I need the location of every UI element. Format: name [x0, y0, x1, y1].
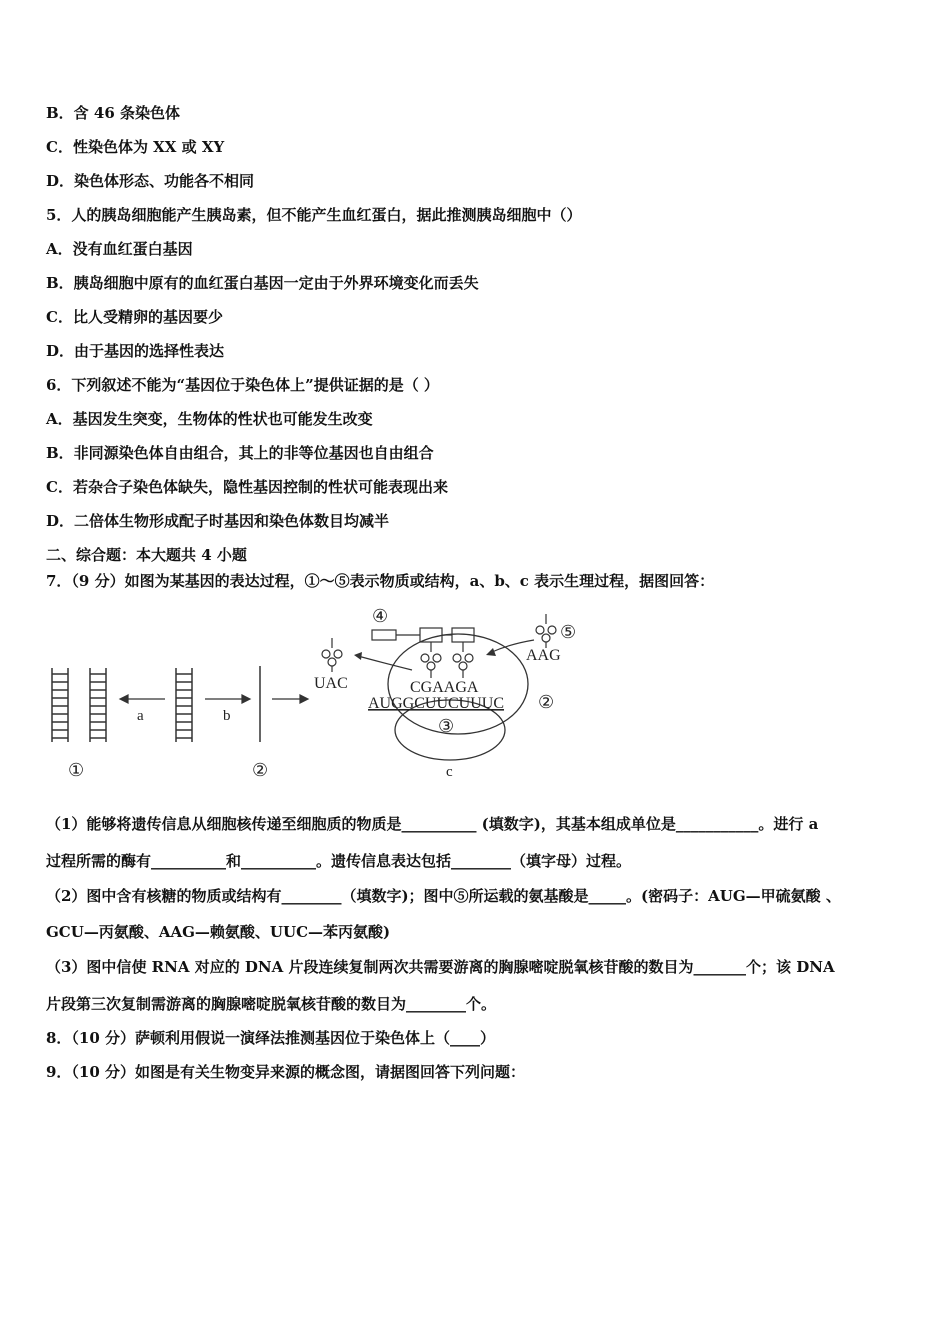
label-circ4: ④ — [372, 606, 389, 626]
label-circ2-left: ② — [252, 760, 269, 780]
anticodon-sequence: CGAAGA — [410, 679, 479, 696]
text-line: A．没有血红蛋白基因 — [46, 240, 193, 258]
text-line: 过程所需的酶有__________和__________。遗传信息表达包括________（填字母）过程。 — [46, 852, 632, 870]
gene-expression-figure — [40, 600, 600, 790]
text-line: D．二倍体生物形成配子时基因和染色体数目均减半 — [46, 512, 390, 530]
text-line: （3）图中信使 RNA 对应的 DNA 片段连续复制两次共需要游离的胸腺嘧啶脱氧核苷酸的数目为_______个；该 DNA — [46, 958, 835, 976]
text-line: B．非同源染色体自由组合，其上的非等位基因也自由组合 — [46, 444, 434, 462]
text-line: 片段第三次复制需游离的胸腺嘧啶脱氧核苷酸的数目为________个。 — [46, 995, 497, 1013]
text-line: 二、综合题：本大题共 4 小题 — [46, 546, 247, 564]
dna-double-helix-left — [52, 668, 106, 742]
label-a: a — [137, 708, 144, 724]
label-c: c — [446, 764, 453, 780]
arrow-to-translation — [272, 695, 308, 703]
arrow-trna-exit — [358, 656, 412, 670]
label-circ1: ① — [68, 760, 85, 780]
polypeptide-block — [372, 630, 396, 640]
dna-double-helix-middle — [176, 668, 192, 742]
text-line: GCU—丙氨酸、AAG—赖氨酸、UUC—苯丙氨酸) — [46, 923, 391, 941]
label-circ3: ③ — [438, 716, 455, 736]
text-line: 5．人的胰岛细胞能产生胰岛素，但不能产生血红蛋白，据此推测胰岛细胞中（） — [46, 206, 582, 224]
text-line: C．若杂合子染色体缺失，隐性基因控制的性状可能表现出来 — [46, 478, 448, 496]
trna-uac: UAC — [314, 675, 348, 692]
trna-incoming — [536, 614, 556, 648]
text-line: D．染色体形态、功能各不相同 — [46, 172, 255, 190]
text-line: C．比人受精卵的基因要少 — [46, 308, 223, 326]
text-line: 9．（10 分）如图是有关生物变异来源的概念图，请据图回答下列问题： — [46, 1063, 526, 1081]
text-line: 7．（9 分）如图为某基因的表达过程，①～⑤表示物质或结构，a、b、c 表示生理过程，据图回答： — [46, 572, 715, 590]
text-line: D．由于基因的选择性表达 — [46, 342, 225, 360]
arrow-a — [120, 695, 165, 703]
text-line: A．基因发生突变，生物体的性状也可能发生改变 — [46, 410, 373, 428]
label-circ5: ⑤ — [560, 622, 577, 642]
label-b: b — [223, 708, 231, 724]
text-line: C．性染色体为 XX 或 XY — [46, 138, 225, 156]
text-line: 8．（10 分）萨顿利用假说一演绎法推测基因位于染色体上（____） — [46, 1029, 496, 1047]
text-line: B．胰岛细胞中原有的血红蛋白基因一定由于外界环境变化而丢失 — [46, 274, 479, 292]
mrna-sequence: AUGGCUUCUUUC — [368, 695, 505, 712]
trna-in-ribosome — [421, 642, 473, 678]
trna-aag: AAG — [526, 647, 561, 664]
text-line: （1）能够将遗传信息从细胞核传递至细胞质的物质是__________ (填数字)，其基本组成单位是___________。进行 a — [46, 815, 819, 833]
text-line: （2）图中含有核糖的物质或结构有________（填数字)；图中⑤所运载的氨基酸是_____。(密码子：AUG—甲硫氨酸 、 — [46, 887, 841, 905]
text-line: 6．下列叙述不能为“基因位于染色体上”提供证据的是（ ） — [46, 376, 439, 394]
trna-leaving — [322, 638, 342, 672]
text-line: B．含 46 条染色体 — [46, 104, 180, 122]
arrow-b — [205, 695, 250, 703]
label-circ2-mrna: ② — [538, 692, 555, 712]
